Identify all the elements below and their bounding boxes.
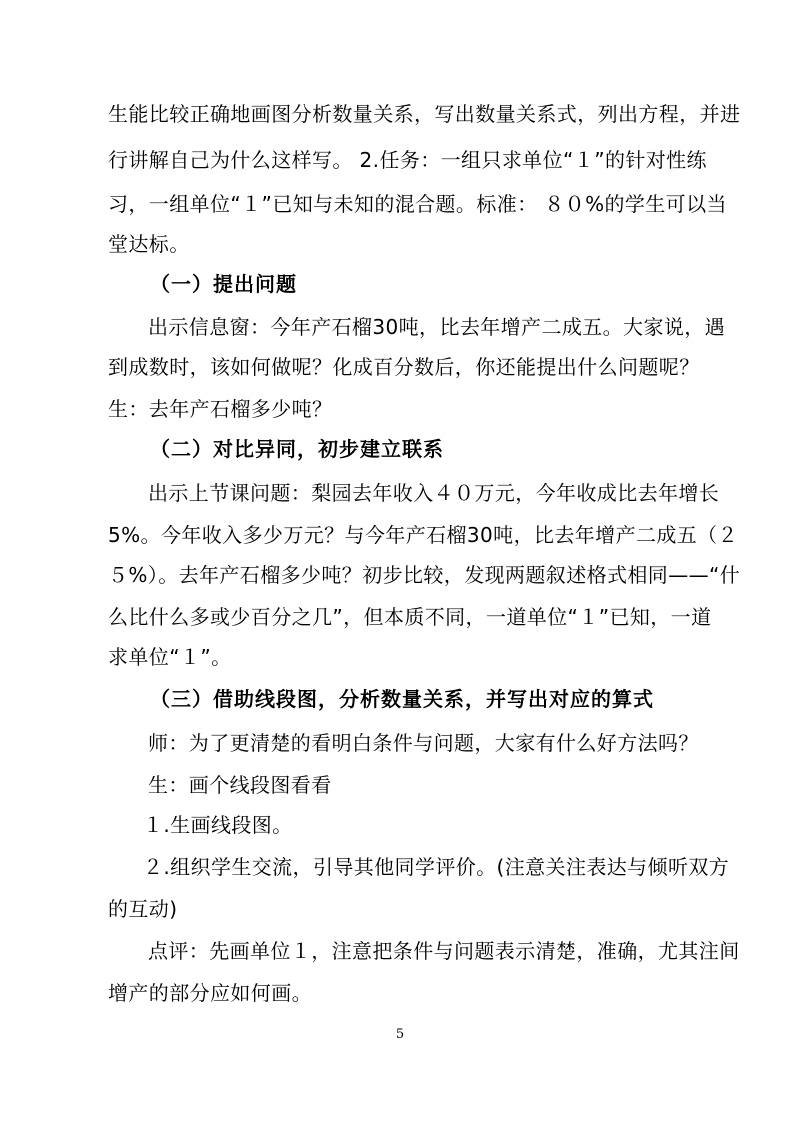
body-text-line: 点评：先画单位１，注意把条件与问题表示清楚，准确，尤其注间 <box>148 939 740 963</box>
body-text-line: 生能比较正确地画图分析数量关系，写出数量关系式，列出方程，并进 <box>108 102 741 126</box>
body-text-line: 行讲解自己为什么这样写。 2.任务：一组只求单位“１”的针对性练 <box>108 148 707 172</box>
body-text-line: 生：画个线段图看看 <box>148 773 332 797</box>
body-text-line: 出示上节课问题：梨园去年收入４０万元，今年收成比去年增长 <box>148 481 720 505</box>
section-heading-3: （三）借助线段图，分析数量关系，并写出对应的算式 <box>150 687 654 711</box>
section-heading-2: （二）对比异同，初步建立联系 <box>150 437 444 461</box>
list-item-1: １.生画线段图。 <box>143 813 293 837</box>
body-text-line: 的互动) <box>108 897 178 921</box>
body-text-line: 么比什么多或少百分之几”，但本质不同，一道单位“１”已知，一道 <box>108 605 712 629</box>
body-text-line: 到成数时，该如何做呢？化成百分数后，你还能提出什么问题呢？ <box>108 355 700 379</box>
body-text-line: 习，一组单位“１”已知与未知的混合题。标准： ８０%的学生可以当 <box>108 192 727 216</box>
body-text-line: 出示信息窗：今年产石榴30吨，比去年增产二成五。大家说，遇 <box>148 315 726 339</box>
body-text-line: 5%。今年收入多少万元？与今年产石榴30吨，比去年增产二成五（２ <box>108 523 738 547</box>
list-item-2: ２.组织学生交流，引导其他同学评价。(注意关注表达与倾听双方 <box>143 855 730 879</box>
page-number: 5 <box>395 1027 405 1042</box>
body-text-line: 师：为了更清楚的看明白条件与问题，大家有什么好方法吗？ <box>148 731 699 755</box>
section-heading-1: （一）提出问题 <box>150 272 297 296</box>
body-text-line: ５%）。去年产石榴多少吨？初步比较，发现两题叙述格式相同——“什 <box>108 563 741 587</box>
body-text-line: 堂达标。 <box>108 232 190 256</box>
body-text-line: 增产的部分应如何画。 <box>108 981 312 1005</box>
body-text-line: 生：去年产石榴多少吨？ <box>108 397 333 421</box>
body-text-line: 求单位“１”。 <box>108 645 232 669</box>
